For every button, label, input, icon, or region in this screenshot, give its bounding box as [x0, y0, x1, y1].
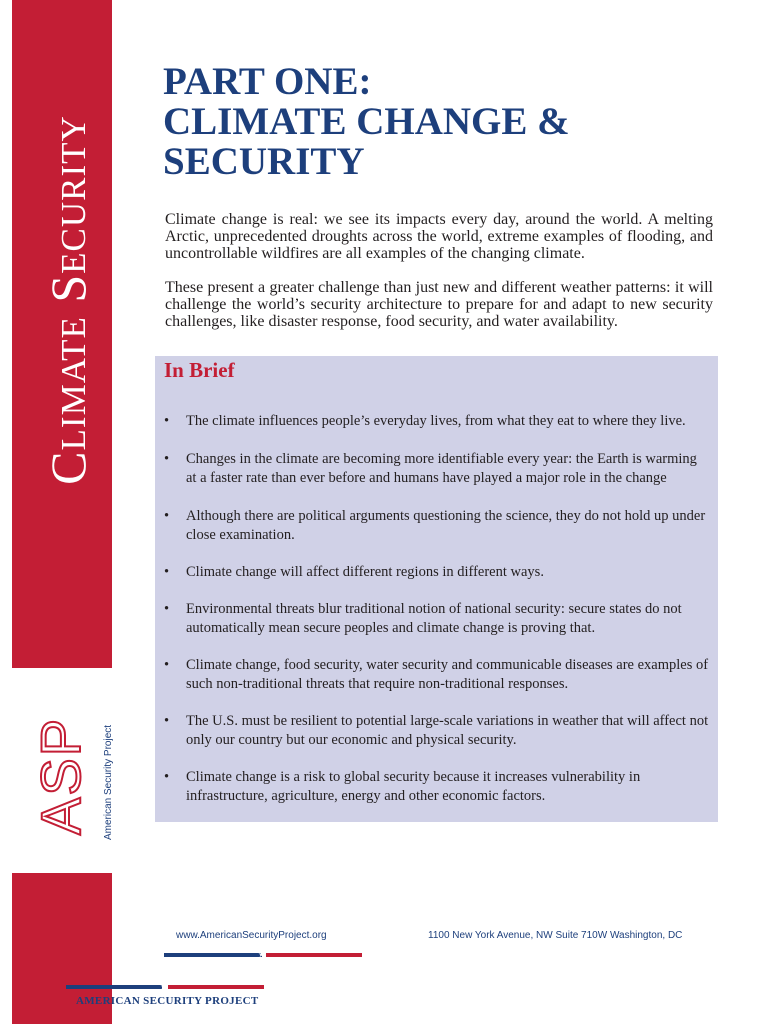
list-item	[164, 768, 709, 806]
list-item	[164, 656, 709, 694]
flag-stripe-navy	[164, 953, 262, 957]
list-item-text: The climate influences people’s everyday lives, from what they eat to where they live.	[186, 413, 686, 429]
bullet-icon: •	[164, 713, 170, 729]
bullet-icon: •	[164, 564, 170, 580]
in-brief-heading: In Brief	[164, 358, 235, 382]
bullet-icon: •	[164, 413, 170, 429]
list-item-text: Environmental threats blur traditional notion of national security: secure states do not automatically mean secure peoples and climate change is proving that.	[186, 601, 682, 636]
list-item	[164, 563, 709, 582]
bullet-icon: •	[164, 769, 170, 785]
list-item	[164, 507, 709, 545]
star-icon: ★	[258, 950, 266, 959]
website-link[interactable]: www.AmericanSecurityProject.org	[176, 930, 327, 941]
asp-logo-letters: ASP	[29, 716, 92, 835]
list-item-text: Climate change will affect different regions in different ways.	[186, 564, 544, 580]
list-item	[164, 450, 709, 488]
star-icon: ★	[160, 982, 168, 991]
list-item-text: Changes in the climate are becoming more identifiable every year: the Earth is warming at a faster rate than ever before and humans have played a major role in the change	[186, 451, 697, 486]
bullet-icon: •	[164, 508, 170, 524]
asp-logo-caption: American Security Project	[103, 724, 114, 840]
bullet-icon: •	[164, 657, 170, 673]
asp-logo	[24, 700, 124, 850]
sidebar-banner	[12, 0, 112, 668]
page-title-line: PART ONE:	[163, 60, 372, 103]
page-title-line: SECURITY	[163, 140, 365, 183]
footer-address: 1100 New York Avenue, NW Suite 710W Washington, DC	[428, 930, 683, 941]
list-item-text: The U.S. must be resilient to potential large-scale variations in weather that will affect not only our country but our economic and physical security.	[186, 713, 709, 748]
bullet-icon: •	[164, 601, 170, 617]
flag-stripe-red	[168, 985, 264, 989]
sidebar-title: Climate Security	[40, 115, 96, 485]
bullet-icon: •	[164, 451, 170, 467]
organization-name: AMERICAN SECURITY PROJECT	[76, 995, 259, 1007]
flag-stripe-red	[266, 953, 362, 957]
intro-paragraph: Climate change is real: we see its impacts every day, around the world. A melting Arctic, unprecedented droughts across the world, extreme examples of flooding, and uncontrollable wildfires are all examples of the changing climate.	[165, 211, 713, 262]
page-title-line: CLIMATE CHANGE &	[163, 100, 570, 143]
intro-paragraph: These present a greater challenge than just new and different weather patterns: it will challenge the world’s security architecture to prepare for and adapt to new security challenges, like disaster response, food security, and water availability.	[165, 279, 713, 330]
list-item	[164, 600, 709, 638]
page-title	[163, 62, 570, 182]
list-item-text: Climate change, food security, water security and communicable diseases are examples of such non-traditional threats that require non-traditional responses.	[186, 657, 709, 692]
list-item-text: Climate change is a risk to global security because it increases vulnerability in infrastructure, agriculture, energy and other economic factors.	[186, 769, 641, 804]
list-item-text: Although there are political arguments questioning the science, they do not hold up under close examination.	[186, 508, 706, 543]
list-item	[164, 712, 709, 750]
list-item	[164, 412, 709, 431]
flag-stripe-navy	[66, 985, 162, 989]
